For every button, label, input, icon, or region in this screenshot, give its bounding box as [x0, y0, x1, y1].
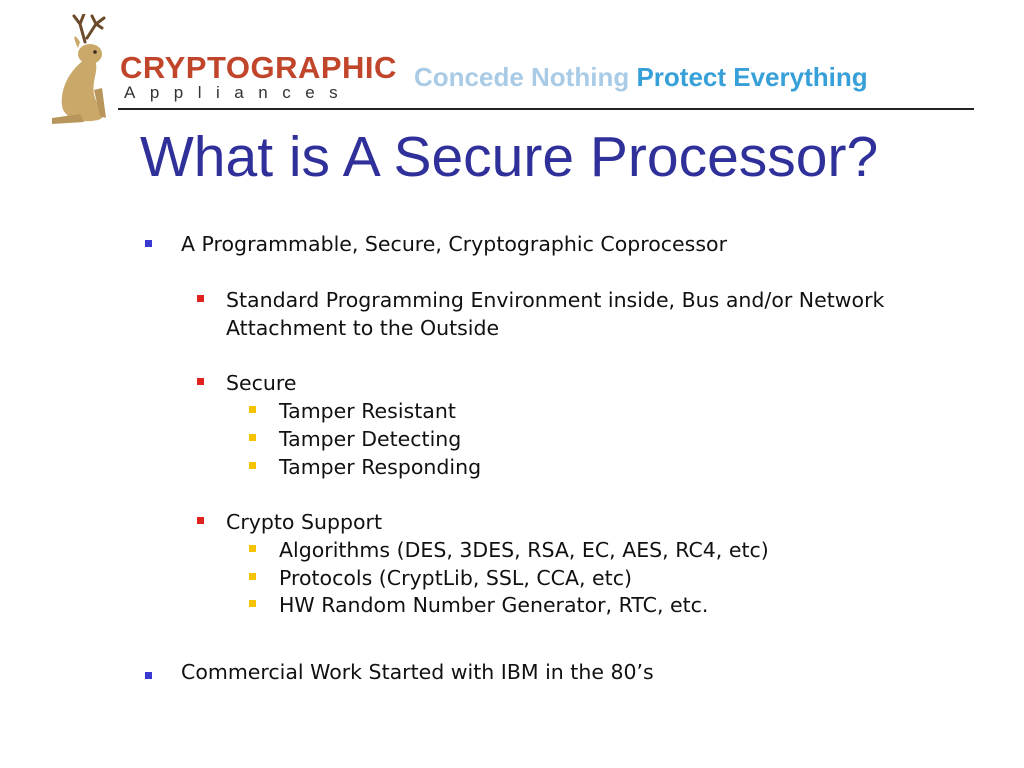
bullet-level3: Tamper Responding	[279, 455, 482, 479]
bullet-level1: Commercial Work Started with IBM in the 80’s	[181, 660, 654, 684]
square-bullet-icon	[197, 378, 204, 385]
logo-subtitle-text: Appliances	[124, 83, 353, 102]
square-bullet-icon	[197, 295, 204, 302]
square-bullet-icon	[249, 434, 256, 441]
square-bullet-icon	[249, 573, 256, 580]
bullet-level2: Standard Programming Environment inside, Bus and/or Network	[226, 288, 885, 312]
bullet-level2: Crypto Support	[226, 510, 383, 534]
square-bullet-icon	[249, 462, 256, 469]
bullet-level3: Protocols (CryptLib, SSL, CCA, etc)	[279, 566, 632, 590]
square-bullet-icon	[249, 600, 256, 607]
bullet-level3: Tamper Resistant	[279, 399, 456, 423]
bullet-level2-continuation: Attachment to the Outside	[226, 316, 500, 340]
slide-title: What is A Secure Processor?	[140, 125, 879, 189]
tagline-part-1: Concede Nothing	[414, 62, 630, 92]
bullet-level3: Algorithms (DES, 3DES, RSA, EC, AES, RC4, etc)	[279, 538, 769, 562]
logo-brand-text: CRYPTOGRAPHIC	[120, 50, 397, 85]
bullet-level2: Secure	[226, 371, 297, 395]
bullet-level3: Tamper Detecting	[279, 427, 462, 451]
bullet-level1: A Programmable, Secure, Cryptographic Coprocessor	[181, 232, 727, 256]
square-bullet-icon	[145, 672, 152, 679]
bullet-level3: HW Random Number Generator, RTC, etc.	[279, 593, 709, 617]
square-bullet-icon	[145, 240, 152, 247]
square-bullet-icon	[249, 545, 256, 552]
square-bullet-icon	[197, 517, 204, 524]
square-bullet-icon	[249, 406, 256, 413]
tagline-part-2: Protect Everything	[636, 62, 868, 92]
